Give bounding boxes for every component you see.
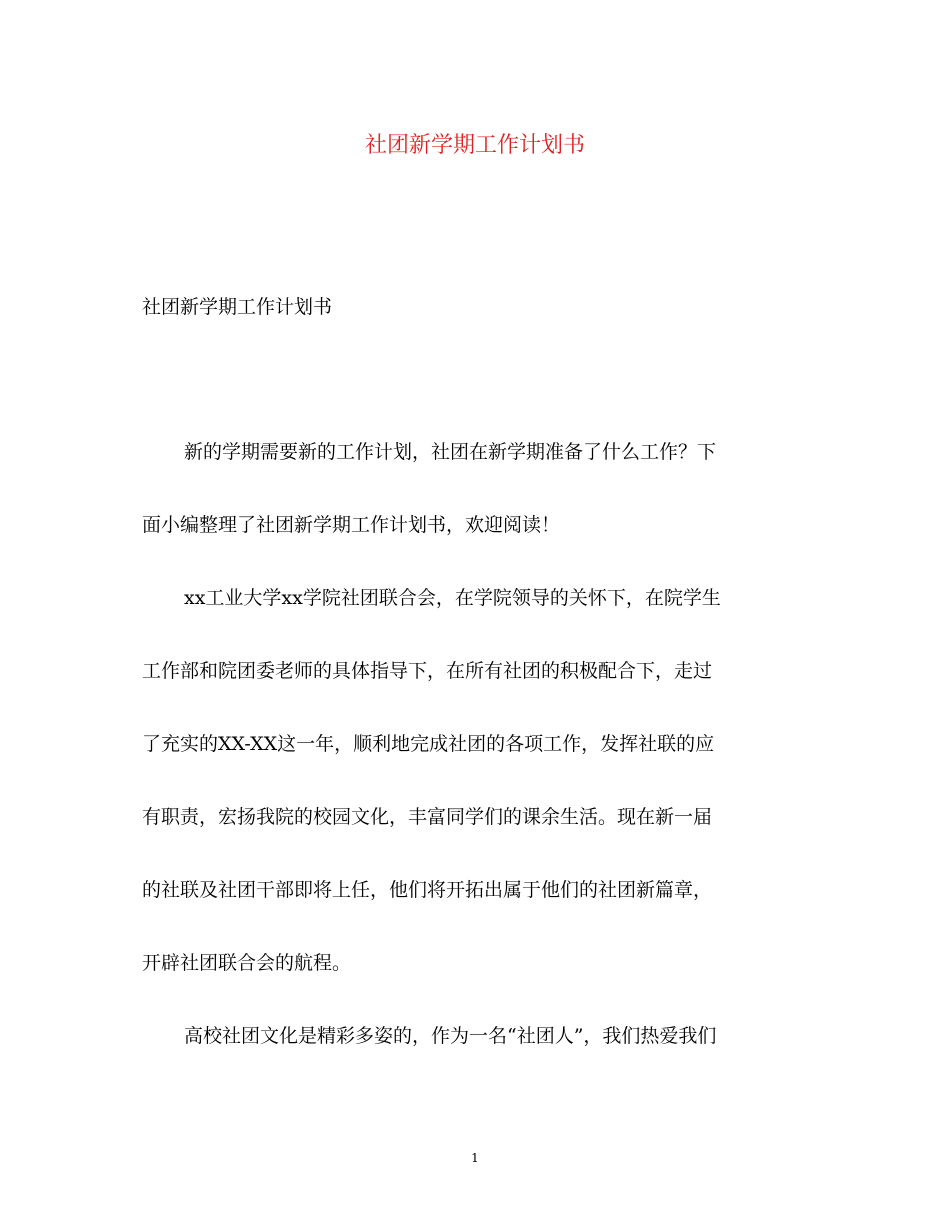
document-subtitle: 社团新学期工作计划书 bbox=[142, 296, 333, 318]
paragraph-line: 新的学期需要新的工作计划，社团在新学期准备了什么工作？下 bbox=[184, 441, 717, 463]
paragraph-line: 面小编整理了社团新学期工作计划书，欢迎阅读！ bbox=[142, 514, 561, 536]
page-number: 1 bbox=[471, 1151, 479, 1165]
paragraph-line: 开辟社团联合会的航程。 bbox=[142, 952, 352, 974]
document-title: 社团新学期工作计划书 bbox=[364, 133, 585, 158]
paragraph-line: 工作部和院团委老师的具体指导下，在所有社团的积极配合下，走过 bbox=[142, 660, 713, 682]
paragraph-line: xx工业大学xx学院社团联合会，在学院领导的关怀下，在院学生 bbox=[184, 587, 721, 609]
paragraph-line: 的社联及社团干部即将上任，他们将开拓出属于他们的社团新篇章， bbox=[142, 879, 713, 901]
paragraph-line: 了充实的XX-XX这一年，顺利地完成社团的各项工作，发挥社联的应 bbox=[142, 733, 715, 755]
paragraph-line: 高校社团文化是精彩多姿的，作为一名“社团人”，我们热爱我们 bbox=[184, 1025, 717, 1047]
paragraph-line: 有职责，宏扬我院的校园文化，丰富同学们的课余生活。现在新一届 bbox=[142, 806, 713, 828]
